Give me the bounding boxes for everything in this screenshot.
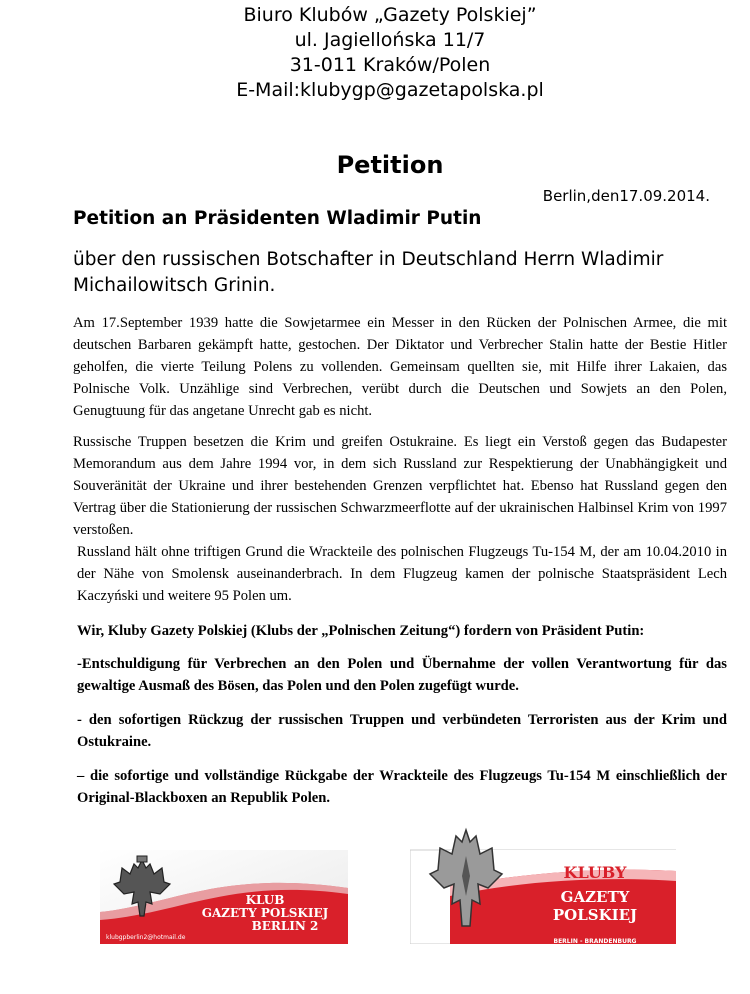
header-city: 31-011 Kraków/Polen <box>289 54 491 76</box>
logo1-email: klubgpberlin2@hotmail.de <box>106 934 186 941</box>
demand-apology: -Entschuldigung für Verbrechen an den Polen und Übernahme der vollen Verantwortung für das gewaltige Ausmaß des Bösen, das Polen und den Polen zugefügt wurde. <box>77 656 727 694</box>
demands-intro: Wir, Kluby Gazety Polskiej (Klubs der „Polnischen Zeitung“) fordern von Präsident Putin: <box>77 623 645 639</box>
logo2-line2: GAZETY POLSKIEJ <box>552 888 638 924</box>
logo2-line1: KLUBY <box>563 863 627 882</box>
paragraph-history: Am 17.September 1939 hatte die Sowjetarmee ein Messer in den Rücken der Polnischen Armee, die mit deutschen Barbaren gekämpft hatte, gestochen. Der Diktator und Verbrecher Stalin hatte der Bestie Hitler geholfen, die vierte Teilung Polens zu vollenden. Gemeinsam quellten sie, mit Hilfe ihrer Lakaien, das Polnische Volk. Unzählige sind Verbrechen, verübt durch die Deutschen und Sowjets an den Polen, Genugtuung für das angetane Unrecht gab es nicht. <box>73 315 727 419</box>
petition-addressee: über den russischen Botschafter in Deutschland Herrn Wladimir Michailowitsch Grinin. <box>73 249 664 296</box>
logo2-line3: BERLIN - BRANDENBURG <box>553 938 637 944</box>
header-street: ul. Jagiellońska 11/7 <box>294 29 486 51</box>
logo1-line3: BERLIN 2 <box>251 919 319 933</box>
logo-klub-berlin-2 <box>100 850 348 944</box>
eagle-icon <box>426 826 506 944</box>
demand-return: – die sofortige und vollständige Rückgabe der Wrackteile des Flugzeugs Tu-154 M einschließlich der Original-Blackboxen an Republik Polen. <box>77 768 727 806</box>
paragraph-crimea: Russische Truppen besetzen die Krim und greifen Ostukraine. Es liegt ein Verstoß gegen das Budapester Memorandum aus dem Jahre 1994 vor, in dem sich Russland zur Respektierung der Unabhängigkeit und Souveränität der Ukraine und ihrer bestehenden Grenzen verpflichtet hat. Ebenso hat Russland gegen den Vertrag über die Stationierung der russischen Schwarzmeerflotte auf der ukrainischen Halbinsel Krim von 1997 verstoßen. <box>73 434 727 538</box>
logo1-line1: KLUB <box>245 893 285 907</box>
header-name: Biuro Klubów „Gazety Polskiej” <box>243 4 537 26</box>
petition-heading: Petition an Präsidenten Wladimir Putin <box>73 208 482 229</box>
header-email: E-Mail:klubygp@gazetapolska.pl <box>236 79 544 101</box>
page-title: Petition <box>336 151 444 179</box>
logo1-line2: GAZETY POLSKIEJ <box>201 906 329 920</box>
paragraph-wreckage: Russland hält ohne triftigen Grund die Wrackteile des polnischen Flugzeugs Tu-154 M, der am 10.04.2010 in der Nähe von Smolensk auseinanderbrach. In dem Flugzeug kamen der polnische Staatspräsident Lech Kaczyński und weitere 95 Polen um. <box>77 544 727 604</box>
date-line: Berlin,den17.09.2014. <box>542 187 710 205</box>
logo-kluby-berlin-brandenburg <box>410 826 676 944</box>
demand-withdrawal: - den sofortigen Rückzug der russischen Truppen und verbündeten Terroristen aus der Krim und Ostukraine. <box>77 712 727 750</box>
eagle-icon <box>110 854 174 924</box>
